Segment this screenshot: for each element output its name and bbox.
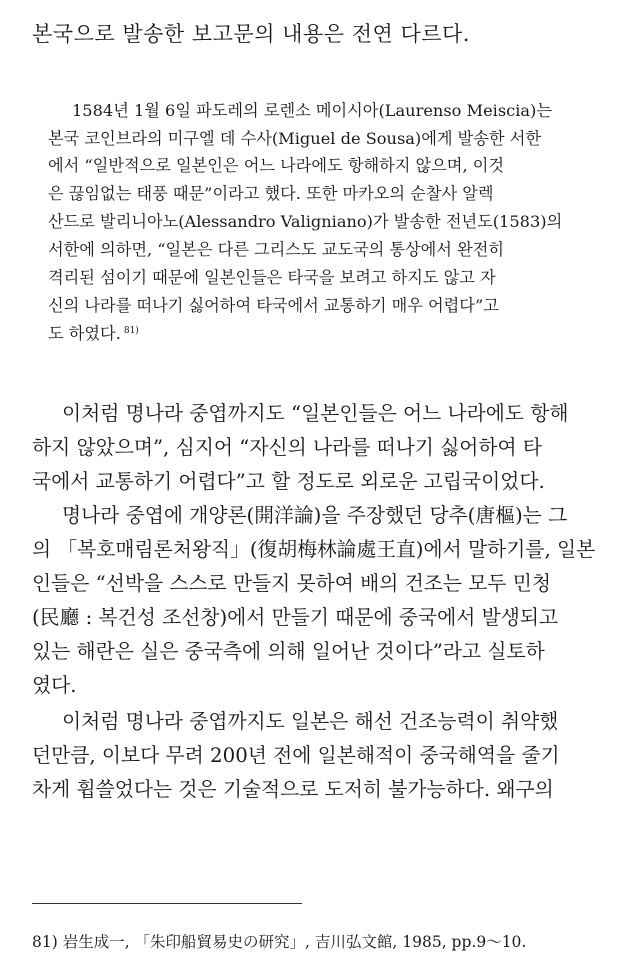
body-line: 이처럼 명나라 중엽까지도 일본은 해선 건조능력이 취약했 xyxy=(62,710,559,733)
quote-line: 본국 코인브라의 미구엘 데 수사(Miguel de Sousa)에게 발송한 서한 xyxy=(48,129,541,148)
quote-line: 1584년 1월 6일 파도레의 로렌소 메이시아(Laurenso Meiscia)는 xyxy=(72,101,553,120)
footnote: 81) 岩生成一, 「朱印船貿易史の研究」, 吉川弘文館, 1985, pp.9～10. xyxy=(32,932,527,951)
body-line: 국에서 교통하기 어렵다”고 할 정도로 외로운 고립국이었다. xyxy=(32,470,545,493)
quote-line-last xyxy=(48,326,139,342)
quote-line: 신의 나라를 떠나기 싫어하여 타국에서 교통하기 매우 어렵다”고 xyxy=(48,296,499,315)
quote-line: 격리된 섬이기 때문에 일본인들은 타국을 보려고 하지도 않고 자 xyxy=(48,268,496,287)
body-line: 였다. xyxy=(32,674,77,697)
quote-line: 에서 “일반적으로 일본인은 어느 나라에도 항해하지 않으며, 이것 xyxy=(48,156,505,175)
body-line: (民廳 : 복건성 조선창)에서 만들기 때문에 중국에서 발생되고 xyxy=(32,606,559,629)
body-line: 있는 해란은 실은 중국측에 의해 일어난 것이다”라고 실토하 xyxy=(32,640,545,663)
body-line: 하지 않았으며”, 심지어 “자신의 나라를 떠나기 싫어하여 타 xyxy=(32,436,543,459)
body-line: 명나라 중엽에 개양론(開洋論)을 주장했던 당추(唐樞)는 그 xyxy=(62,504,568,527)
body-line: 의 「복호매림론처왕직」(復胡梅林論處王直)에서 말하기를, 일본 xyxy=(32,538,596,561)
footnote-divider xyxy=(32,903,302,904)
quote-line: 서한에 의하면, “일본은 다른 그리스도 교도국의 통상에서 완전히 xyxy=(48,240,505,259)
quote-line: 산드로 발리니아노(Alessandro Valigniano)가 발송한 전년도(1583)의 xyxy=(48,212,563,231)
body-line: 던만큼, 이보다 무려 200년 전에 일본해적이 중국해역을 줄기 xyxy=(32,744,560,767)
body-line: 이처럼 명나라 중엽까지도 “일본인들은 어느 나라에도 항해 xyxy=(62,402,569,425)
footnote-reference: 81) xyxy=(123,325,139,336)
quote-line: 은 끊임없는 태풍 때문”이라고 했다. 또한 마카오의 순찰사 알렉 xyxy=(48,184,494,203)
body-line: 인들은 “선박을 스스로 만들지 못하여 배의 건조는 모두 민청 xyxy=(32,572,552,595)
body-line: 차게 휩쓸었다는 것은 기술적으로 도저히 불가능하다. 왜구의 xyxy=(32,778,554,801)
opening-line: 본국으로 발송한 보고문의 내용은 전연 다르다. xyxy=(32,22,470,46)
quote-line-text: 도 하였다. xyxy=(48,324,121,343)
